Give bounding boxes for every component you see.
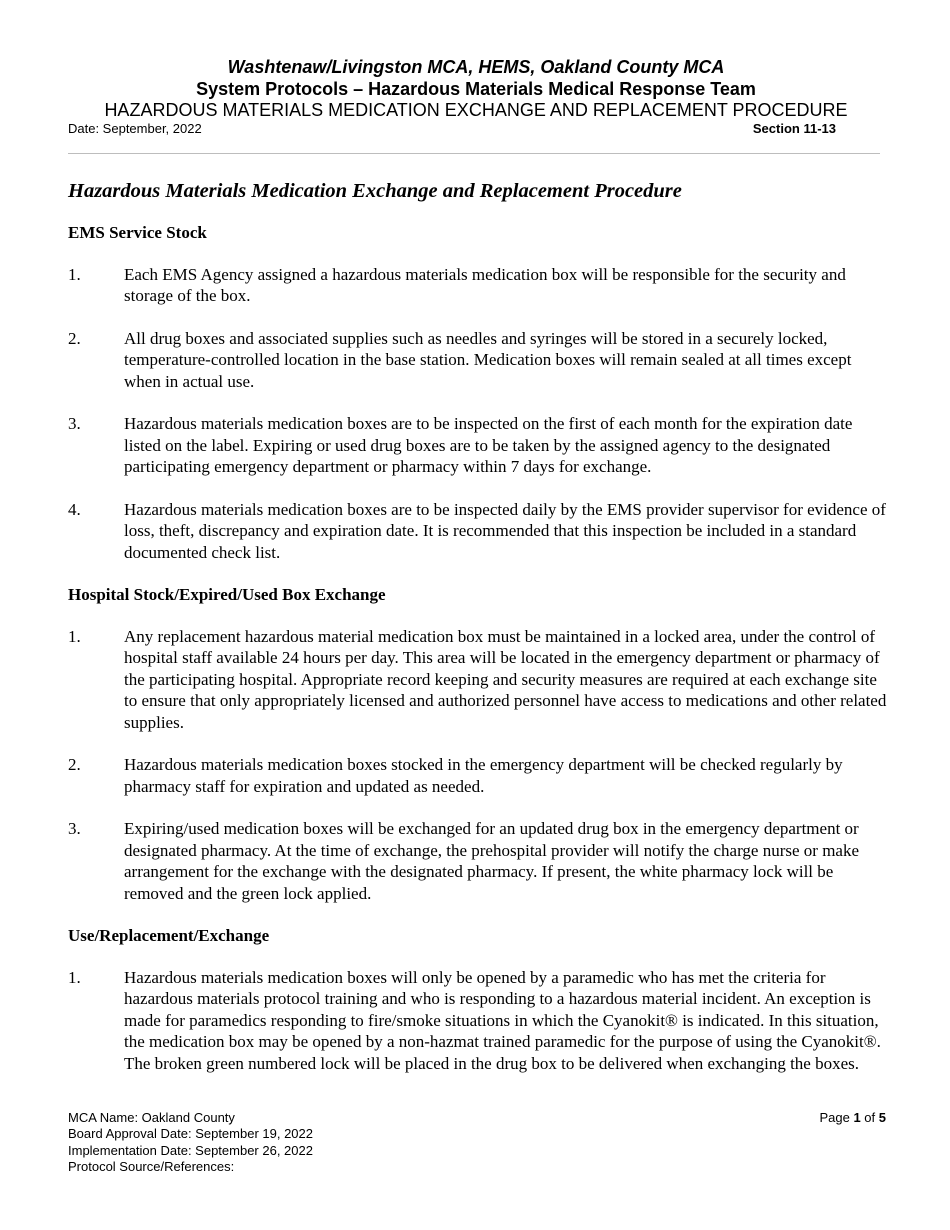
footer-implementation-date: Implementation Date: September 26, 2022 [68, 1142, 313, 1158]
item-number: 1. [68, 626, 81, 646]
header-agencies: Washtenaw/Livingston MCA, HEMS, Oakland County MCA [227, 57, 725, 77]
page-mid: of [860, 1110, 879, 1125]
item-text: Hazardous materials medication boxes stocked in the emergency department will be checked regularly by pharmacy staff for expiration and updated as needed. [124, 755, 843, 796]
item-text: Any replacement hazardous material medication box must be maintained in a locked area, under the control of hospital staff available 24 hours per day. This area will be located in the emergency department or pharmacy of the participating hospital. Appropriate record keeping and security measures are required at each exchange site to ensure that only appropriately licensed and authorized personnel have access to medications and other related supplies. [124, 626, 887, 732]
page-total: 5 [878, 1110, 886, 1125]
footer-mca-name: MCA Name: Oakland County [68, 1110, 235, 1125]
page-current: 1 [853, 1110, 861, 1125]
list-item [68, 967, 888, 1075]
section-heading: EMS Service Stock [68, 223, 207, 242]
list-item [68, 818, 888, 904]
section-heading: Use/Replacement/Exchange [68, 926, 270, 945]
header-section: Section 11-13 [752, 121, 836, 136]
item-number: 3. [68, 414, 81, 433]
item-text: Expiring/used medication boxes will be exchanged for an updated drug box in the emergency department or designated pharmacy. At the time of exchange, the prehospital provider will notify the charge nurse or make arrangement for the exchange with the designated pharmacy. If present, the white pharmacy lock will be removed and the green lock applied. [124, 819, 860, 903]
item-text: Each EMS Agency assigned a hazardous materials medication box will be responsible for the security and storage of the box. [124, 264, 846, 305]
footer-board-approval: Board Approval Date: September 19, 2022 [68, 1126, 313, 1142]
section-heading: Hospital Stock/Expired/Used Box Exchange [68, 585, 386, 604]
item-number: 1. [68, 264, 81, 284]
item-number: 3. [68, 819, 81, 838]
document-body [68, 178, 888, 1095]
item-text: Hazardous materials medication boxes are to be inspected daily by the EMS provider supervisor for evidence of loss, theft, discrepancy and expiration date. It is recommended that this inspection be included in a standard documented check list. [124, 499, 886, 562]
item-text: Hazardous materials medication boxes will only be opened by a paramedic who has met the criteria for hazardous materials protocol training and who is responding to a hazardous material incident. An exception is made for paramedics responding to fire/smoke situations in which the Cyanokit® is indicated. In this situation, the medication box may be opened by a non-hazmat trained paramedic for the purpose of using the Cyanokit®. The broken green numbered lock will be placed in the drug box to be delivered when exchanging the boxes. [124, 967, 881, 1073]
footer-protocol-source: Protocol Source/References: [68, 1158, 235, 1174]
item-text: Hazardous materials medication boxes are to be inspected on the first of each month for the expiration date listed on the label. Expiring or used drug boxes are to be taken by the assigned agency to the designated participating emergency department or pharmacy within 7 days for exchange. [124, 414, 853, 476]
list-item [68, 413, 888, 478]
list-item [68, 328, 888, 393]
item-number: 4. [68, 499, 81, 519]
header-system-protocols: System Protocols – Hazardous Materials Medical Response Team [196, 79, 756, 99]
item-number: 2. [68, 328, 81, 348]
item-number: 1. [68, 967, 81, 987]
list-item [68, 264, 888, 307]
list-item [68, 626, 888, 734]
list-item [68, 499, 888, 564]
item-number: 2. [68, 755, 81, 774]
header-divider [68, 153, 880, 154]
page-prefix: Page [819, 1110, 854, 1125]
document-title: Hazardous Materials Medication Exchange and Replacement Procedure [68, 180, 682, 202]
header-date: Date: September, 2022 [68, 121, 202, 136]
item-text: All drug boxes and associated supplies such as needles and syringes will be stored in a securely locked, temperature-controlled location in the base station. Medication boxes will remain sealed at all times except when in actual use. [124, 328, 852, 391]
header-procedure-title: HAZARDOUS MATERIALS MEDICATION EXCHANGE AND REPLACEMENT PROCEDURE [104, 100, 848, 120]
page-footer [68, 1110, 888, 1175]
page-number [819, 1110, 886, 1126]
list-item [68, 754, 888, 797]
